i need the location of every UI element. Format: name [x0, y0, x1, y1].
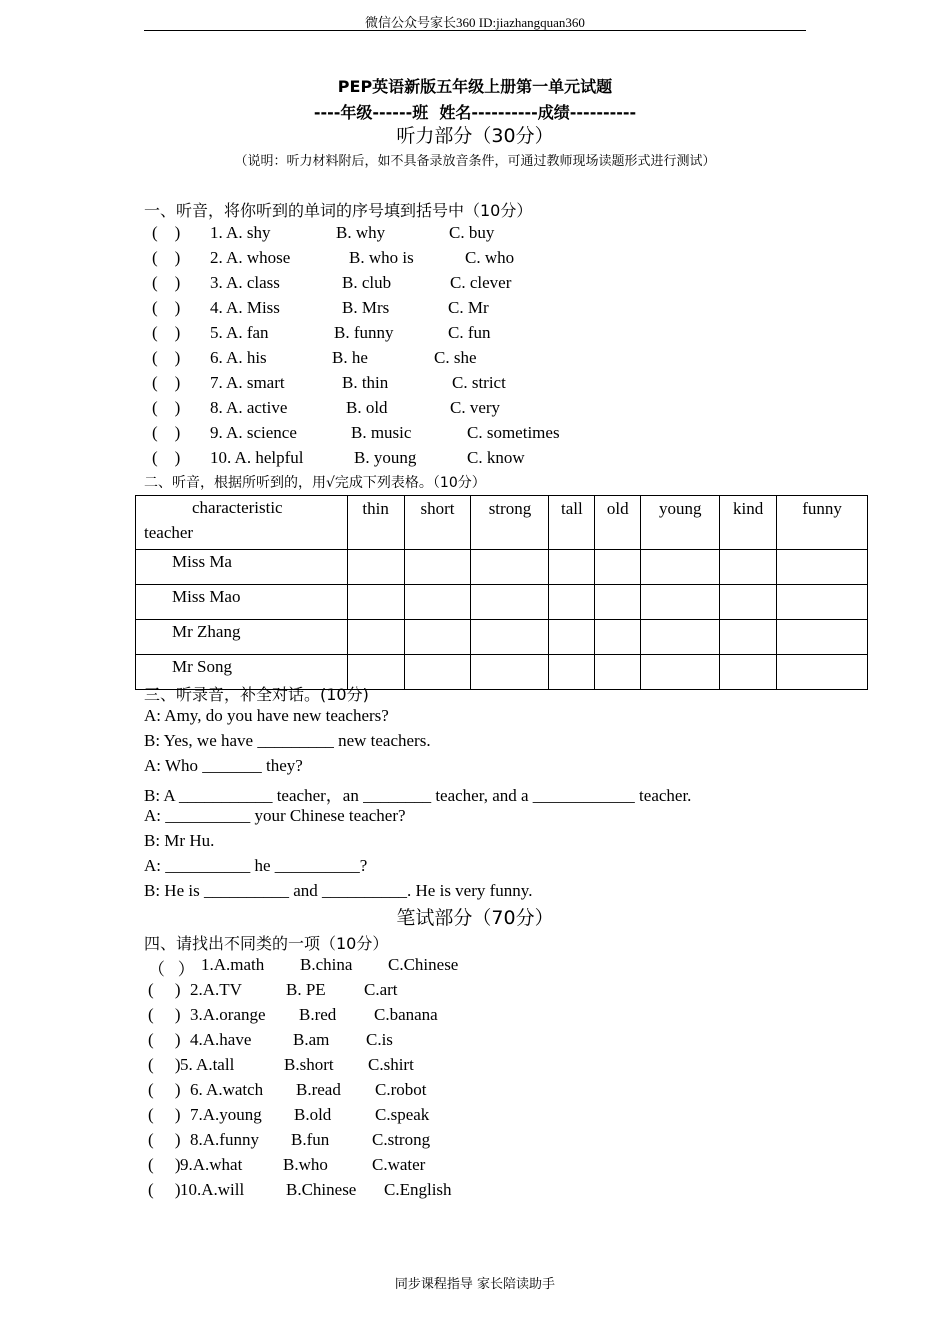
section1-title: 一、听音，将你听到的单词的序号填到括号中（10分）	[144, 201, 533, 220]
option-c: C. who	[465, 248, 515, 267]
check-cell[interactable]	[404, 585, 471, 620]
option-a: 7. A. smart	[210, 373, 285, 392]
teacher-name-cell: Miss Mao	[136, 585, 348, 620]
check-cell[interactable]	[347, 550, 404, 585]
check-cell[interactable]	[720, 550, 777, 585]
check-cell[interactable]	[549, 550, 595, 585]
section2-title: 二、听音，根据所听到的，用√完成下列表格。（10分）	[144, 475, 486, 491]
check-cell[interactable]	[595, 585, 641, 620]
answer-paren[interactable]: ( )	[152, 298, 181, 317]
check-cell[interactable]	[595, 620, 641, 655]
check-cell[interactable]	[404, 550, 471, 585]
option-b: B. he	[332, 348, 368, 367]
header-divider	[144, 30, 806, 31]
option-a: 5. A.tall	[180, 1055, 235, 1074]
check-cell[interactable]	[777, 620, 868, 655]
column-header: young	[641, 496, 720, 550]
check-cell[interactable]	[471, 550, 549, 585]
corner-teacher: teacher	[144, 523, 194, 542]
check-cell[interactable]	[777, 655, 868, 690]
dialogue-line[interactable]: A: Who _______ they?	[144, 756, 303, 775]
option-b: B.read	[296, 1080, 341, 1099]
option-b: B.china	[300, 955, 353, 974]
option-c: C.strong	[372, 1130, 431, 1149]
option-c: C.robot	[375, 1080, 427, 1099]
answer-paren[interactable]: ( )	[152, 223, 181, 242]
option-c: C.banana	[374, 1005, 438, 1024]
table-row	[136, 585, 868, 620]
option-a: 6. A. his	[210, 348, 267, 367]
option-c: C.is	[366, 1030, 393, 1049]
option-b: B.am	[293, 1030, 330, 1049]
check-cell[interactable]	[471, 585, 549, 620]
answer-paren[interactable]: （ ）	[148, 960, 195, 979]
option-a: 6. A.watch	[190, 1080, 264, 1099]
option-b: B. why	[336, 223, 386, 242]
answer-paren[interactable]: ( )	[148, 1030, 181, 1049]
check-cell[interactable]	[347, 585, 404, 620]
dialogue-line[interactable]: B: Yes, we have _________ new teachers.	[144, 731, 431, 750]
answer-paren[interactable]: ( )	[148, 1005, 181, 1024]
answer-paren[interactable]: ( )	[152, 273, 181, 292]
check-cell[interactable]	[404, 620, 471, 655]
answer-paren[interactable]: ( )	[152, 448, 181, 467]
option-b: B. music	[351, 423, 412, 442]
option-c: C.English	[384, 1180, 452, 1199]
check-cell[interactable]	[549, 655, 595, 690]
option-a: 4. A. Miss	[210, 298, 280, 317]
column-header: tall	[549, 496, 595, 550]
dialogue-line[interactable]: B: Mr Hu.	[144, 831, 215, 850]
option-a: 9. A. science	[210, 423, 297, 442]
answer-paren[interactable]: ( )	[148, 980, 181, 999]
dialogue-line[interactable]: B: A ___________ teacher，an ________ teacher, and a ____________ teacher.	[144, 786, 692, 805]
answer-paren[interactable]: ( )	[148, 1055, 181, 1074]
check-cell[interactable]	[720, 655, 777, 690]
corner-characteristic: characteristic	[192, 498, 283, 517]
option-b: B. old	[346, 398, 388, 417]
column-header: kind	[720, 496, 777, 550]
check-cell[interactable]	[347, 620, 404, 655]
answer-paren[interactable]: ( )	[152, 248, 181, 267]
option-a: 8. A. active	[210, 398, 288, 417]
listening-note: （说明：听力材料附后，如不具备录放音条件，可通过教师现场读题形式进行测试）	[234, 154, 716, 169]
option-c: C. Mr	[448, 298, 489, 317]
option-c: C.art	[364, 980, 398, 999]
column-header: funny	[777, 496, 868, 550]
answer-paren[interactable]: ( )	[148, 1180, 181, 1199]
check-cell[interactable]	[404, 655, 471, 690]
listening-part-title: 听力部分（30分）	[396, 125, 554, 147]
option-b: B.fun	[291, 1130, 330, 1149]
option-a: 1. A. shy	[210, 223, 271, 242]
option-a: 3.A.orange	[190, 1005, 266, 1024]
column-header: old	[595, 496, 641, 550]
page-footer: 同步课程指导 家长陪读助手	[394, 1277, 556, 1292]
option-c: C. buy	[449, 223, 495, 242]
option-a: 2. A. whose	[210, 248, 291, 267]
option-c: C. she	[434, 348, 477, 367]
option-a: 10.A.will	[180, 1180, 245, 1199]
option-c: C.Chinese	[388, 955, 459, 974]
option-a: 2.A.TV	[190, 980, 242, 999]
table-corner-cell	[136, 496, 348, 550]
check-cell[interactable]	[641, 585, 720, 620]
check-cell[interactable]	[641, 550, 720, 585]
option-b: B.short	[284, 1055, 334, 1074]
check-cell[interactable]	[777, 550, 868, 585]
answer-paren[interactable]: ( )	[148, 1080, 181, 1099]
option-c: C. clever	[450, 273, 512, 292]
column-header: thin	[347, 496, 404, 550]
table-header-row	[136, 496, 868, 550]
option-c: C. know	[467, 448, 525, 467]
option-a: 5. A. fan	[210, 323, 269, 342]
option-a: 1.A.math	[201, 955, 265, 974]
dialogue-line[interactable]: A: Amy, do you have new teachers?	[144, 706, 389, 725]
answer-paren[interactable]: ( )	[152, 423, 181, 442]
check-cell[interactable]	[720, 585, 777, 620]
answer-paren[interactable]: ( )	[152, 373, 181, 392]
check-cell[interactable]	[549, 585, 595, 620]
check-cell[interactable]	[641, 620, 720, 655]
option-a: 4.A.have	[190, 1030, 252, 1049]
check-cell[interactable]	[641, 655, 720, 690]
answer-paren[interactable]: ( )	[152, 348, 181, 367]
option-a: 10. A. helpful	[210, 448, 304, 467]
check-cell[interactable]	[549, 620, 595, 655]
answer-paren[interactable]: ( )	[152, 323, 181, 342]
writing-part-title: 笔试部分（70分）	[396, 907, 554, 929]
option-b: B.red	[299, 1005, 337, 1024]
section4-title: 四、请找出不同类的一项（10分）	[144, 934, 389, 953]
student-info-line: ----年级------班 姓名----------成绩----------	[313, 103, 637, 122]
page-header: 微信公众号家长360 ID:jiazhangquan360	[365, 15, 585, 30]
teacher-name-cell: Mr Song	[136, 655, 348, 690]
option-b: B. funny	[334, 323, 394, 342]
teacher-name-cell: Miss Ma	[136, 550, 348, 585]
option-b: B. who is	[349, 248, 414, 267]
option-c: C.shirt	[368, 1055, 414, 1074]
check-cell[interactable]	[595, 655, 641, 690]
check-cell[interactable]	[595, 550, 641, 585]
option-a: 9.A.what	[180, 1155, 243, 1174]
check-cell[interactable]	[471, 655, 549, 690]
option-c: C. very	[450, 398, 501, 417]
answer-paren[interactable]: ( )	[148, 1155, 181, 1174]
option-b: B. young	[354, 448, 417, 467]
option-b: B.Chinese	[286, 1180, 357, 1199]
option-a: 3. A. class	[210, 273, 280, 292]
table-row	[136, 620, 868, 655]
answer-paren[interactable]: ( )	[148, 1130, 181, 1149]
check-cell[interactable]	[720, 620, 777, 655]
option-c: C. sometimes	[467, 423, 560, 442]
characteristic-table	[135, 495, 868, 690]
answer-paren[interactable]: ( )	[152, 398, 181, 417]
option-b: B. Mrs	[342, 298, 390, 317]
dialogue-line[interactable]: A: __________ he __________?	[144, 856, 368, 875]
dialogue-line[interactable]: A: __________ your Chinese teacher?	[144, 806, 406, 825]
option-b: B.old	[294, 1105, 332, 1124]
option-b: B. club	[342, 273, 392, 292]
option-c: C.speak	[375, 1105, 430, 1124]
option-a: 8.A.funny	[190, 1130, 259, 1149]
option-b: B. PE	[286, 980, 326, 999]
option-a: 7.A.young	[190, 1105, 262, 1124]
table-row	[136, 550, 868, 585]
option-c: C. fun	[448, 323, 491, 342]
option-c: C. strict	[452, 373, 506, 392]
option-b: B.who	[283, 1155, 328, 1174]
section3-title: 三、听录音，补全对话。(10分)	[144, 685, 369, 704]
check-cell[interactable]	[777, 585, 868, 620]
answer-paren[interactable]: ( )	[148, 1105, 181, 1124]
option-c: C.water	[372, 1155, 426, 1174]
exam-title: PEP英语新版五年级上册第一单元试题	[337, 77, 613, 96]
option-b: B. thin	[342, 373, 389, 392]
check-cell[interactable]	[471, 620, 549, 655]
dialogue-line[interactable]: B: He is __________ and __________. He is very funny.	[144, 881, 533, 900]
teacher-name-cell: Mr Zhang	[136, 620, 348, 655]
column-header: strong	[471, 496, 549, 550]
column-header: short	[404, 496, 471, 550]
